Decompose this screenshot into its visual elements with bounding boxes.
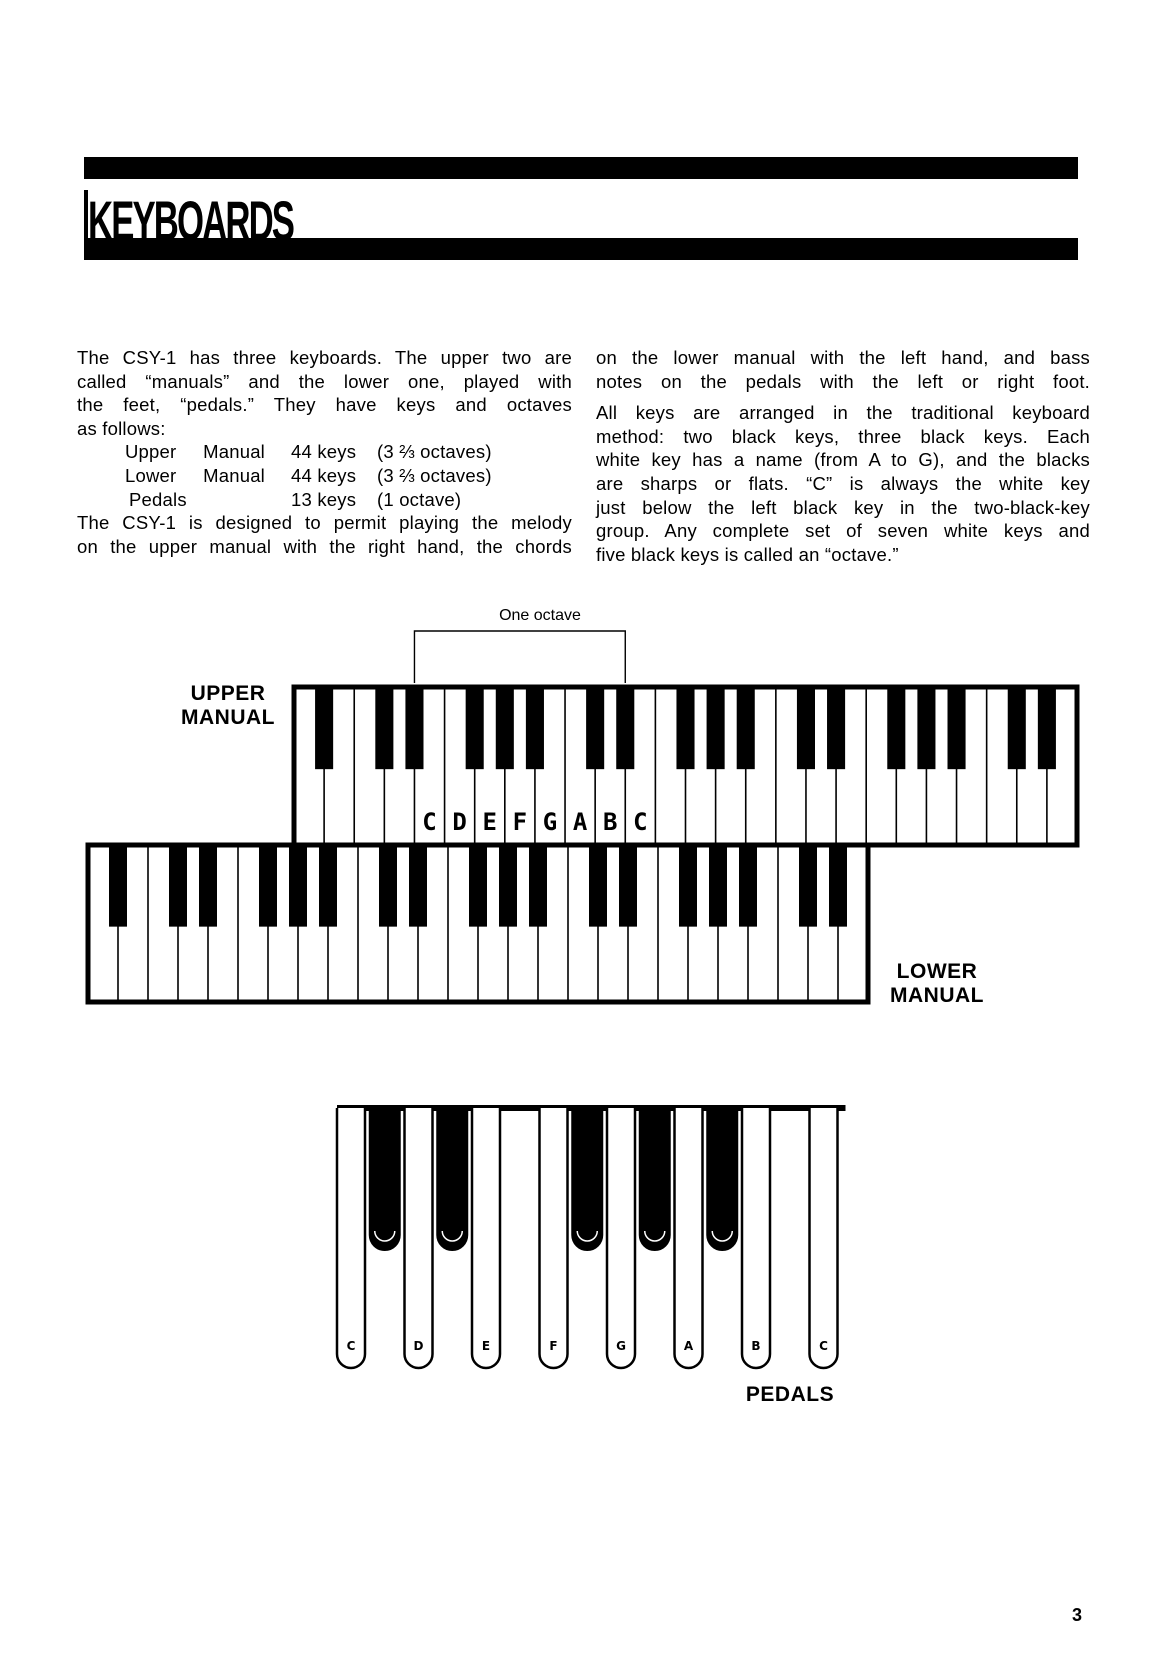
intro-line: All keys are arranged in the traditional keyboard — [596, 402, 1090, 424]
pedal-white — [540, 1108, 568, 1368]
intro-line: white key has a name (from A to G), and the blacks — [596, 449, 1090, 471]
lower-manual-black-key — [289, 845, 307, 927]
upper-manual-black-key — [496, 687, 514, 769]
lower-manual-black-key — [259, 845, 277, 927]
intro-line: the feet, “pedals.” They have keys and octaves — [77, 394, 572, 416]
lower-manual-black-key — [829, 845, 847, 927]
key-count: 44 keys — [291, 464, 357, 486]
octave-bracket — [414, 631, 625, 683]
intro-line: are sharps or flats. “C” is always the white key — [596, 472, 1090, 494]
octave-bracket-line — [414, 631, 625, 683]
pedal-letter: F — [549, 1339, 558, 1353]
upper-manual-black-key — [375, 687, 393, 769]
keyboard-name: Lower Manual — [125, 464, 265, 486]
upper-manual-black-key — [405, 687, 423, 769]
lower-manual-black-key — [679, 845, 697, 927]
lower-manual-black-key — [529, 845, 547, 927]
pedal-white — [810, 1108, 838, 1368]
pedal-letter: D — [413, 1339, 424, 1353]
lower-manual-black-key — [739, 845, 757, 927]
lower-manual-black-key — [499, 845, 517, 927]
lower-manual-black-key — [589, 845, 607, 927]
pedal-white — [607, 1108, 635, 1368]
upper-manual-black-key — [526, 687, 544, 769]
keyboard-name: Upper Manual — [125, 441, 265, 463]
note-letter: G — [542, 808, 558, 836]
octave-label: One octave — [499, 607, 581, 624]
lower-manual-black-key — [619, 845, 637, 927]
intro-line: notes on the pedals with the left or right foot. — [596, 370, 1090, 392]
upper-manual-black-key — [737, 687, 755, 769]
lower-manual-black-key — [169, 845, 187, 927]
intro-line: five black keys is called an “octave.” — [596, 543, 899, 565]
intro-line: group. Any complete set of seven white keys and — [596, 520, 1090, 542]
key-count: 13 keys — [291, 488, 357, 510]
upper-manual-keyboard — [294, 687, 1077, 845]
intro-line: on the upper manual with the right hand, the chords — [77, 535, 572, 557]
note-letter: C — [422, 808, 437, 836]
lower-manual-black-key — [109, 845, 127, 927]
lower-manual-black-key — [379, 845, 397, 927]
pedal-letter: G — [616, 1339, 626, 1353]
pedal-letter: B — [751, 1339, 761, 1353]
pedal-letter: E — [481, 1339, 491, 1353]
upper-manual-black-key — [1038, 687, 1056, 769]
upper-manual-black-key — [887, 687, 905, 769]
intro-line: as follows: — [77, 417, 166, 439]
note-letter: C — [633, 808, 648, 836]
page-title: KEYBOARDS — [88, 189, 294, 252]
lower-manual-keyboard — [88, 845, 868, 1002]
intro-line: The CSY-1 has three keyboards. The upper two are — [77, 347, 572, 368]
upper-manual-black-key — [315, 687, 333, 769]
pedal-white — [472, 1108, 500, 1368]
upper-manual-black-key — [917, 687, 935, 769]
lower-manual-black-key — [199, 845, 217, 927]
upper-manual-black-key — [707, 687, 725, 769]
pedal-white — [405, 1108, 433, 1368]
lower-manual-black-key — [469, 845, 487, 927]
upper-manual-black-key — [948, 687, 966, 769]
upper-manual-black-key — [616, 687, 634, 769]
pedal-letter: A — [683, 1339, 694, 1353]
note-letter: A — [572, 808, 588, 836]
octave-count: (1 octave) — [377, 488, 462, 510]
pedal-letter: C — [346, 1339, 356, 1353]
lower-manual-black-key — [799, 845, 817, 927]
intro-line: The CSY-1 is designed to permit playing the melody — [77, 512, 572, 534]
intro-line: on the lower manual with the left hand, and bass — [596, 347, 1090, 368]
pedal-black — [640, 1111, 670, 1250]
pedal-black — [572, 1111, 602, 1250]
intro-line: method: two black keys, three black keys. Each — [596, 425, 1090, 447]
page-number: 3 — [1072, 1605, 1083, 1625]
keyboard-name: Pedals — [129, 488, 187, 510]
pedals-label: PEDALS — [745, 1383, 835, 1406]
pedal-white — [337, 1108, 365, 1368]
note-letter: E — [482, 808, 497, 836]
upper-manual-black-key — [1008, 687, 1026, 769]
upper-manual-black-key — [676, 687, 694, 769]
pedal-letter: C — [819, 1339, 828, 1353]
note-letter: B — [602, 808, 618, 836]
note-letter: F — [512, 808, 528, 836]
key-count: 44 keys — [291, 441, 357, 463]
octave-count: (3 ⅔ octaves) — [377, 464, 492, 486]
intro-line: called “manuals” and the lower one, played with — [77, 370, 572, 392]
intro-line: just below the left black key in the two-black-key — [596, 496, 1090, 518]
pedal-white — [742, 1108, 770, 1368]
octave-count: (3 ⅔ octaves) — [377, 441, 492, 463]
upper-manual-black-key — [797, 687, 815, 769]
lower-manual-black-key — [319, 845, 337, 927]
upper-manual-black-key — [586, 687, 604, 769]
pedal-black — [707, 1111, 737, 1250]
pedal-black — [437, 1111, 467, 1250]
upper-manual-black-key — [466, 687, 484, 769]
lower-manual-label: LOWER MANUAL — [890, 960, 984, 1007]
note-letter: D — [452, 808, 467, 836]
lower-manual-black-key — [709, 845, 727, 927]
upper-manual-label: UPPER MANUAL — [181, 682, 275, 729]
lower-manual-black-key — [409, 845, 427, 927]
pedal-black — [370, 1111, 400, 1250]
pedal-white — [675, 1108, 703, 1368]
pedalboard — [337, 1108, 846, 1368]
upper-manual-black-key — [827, 687, 845, 769]
